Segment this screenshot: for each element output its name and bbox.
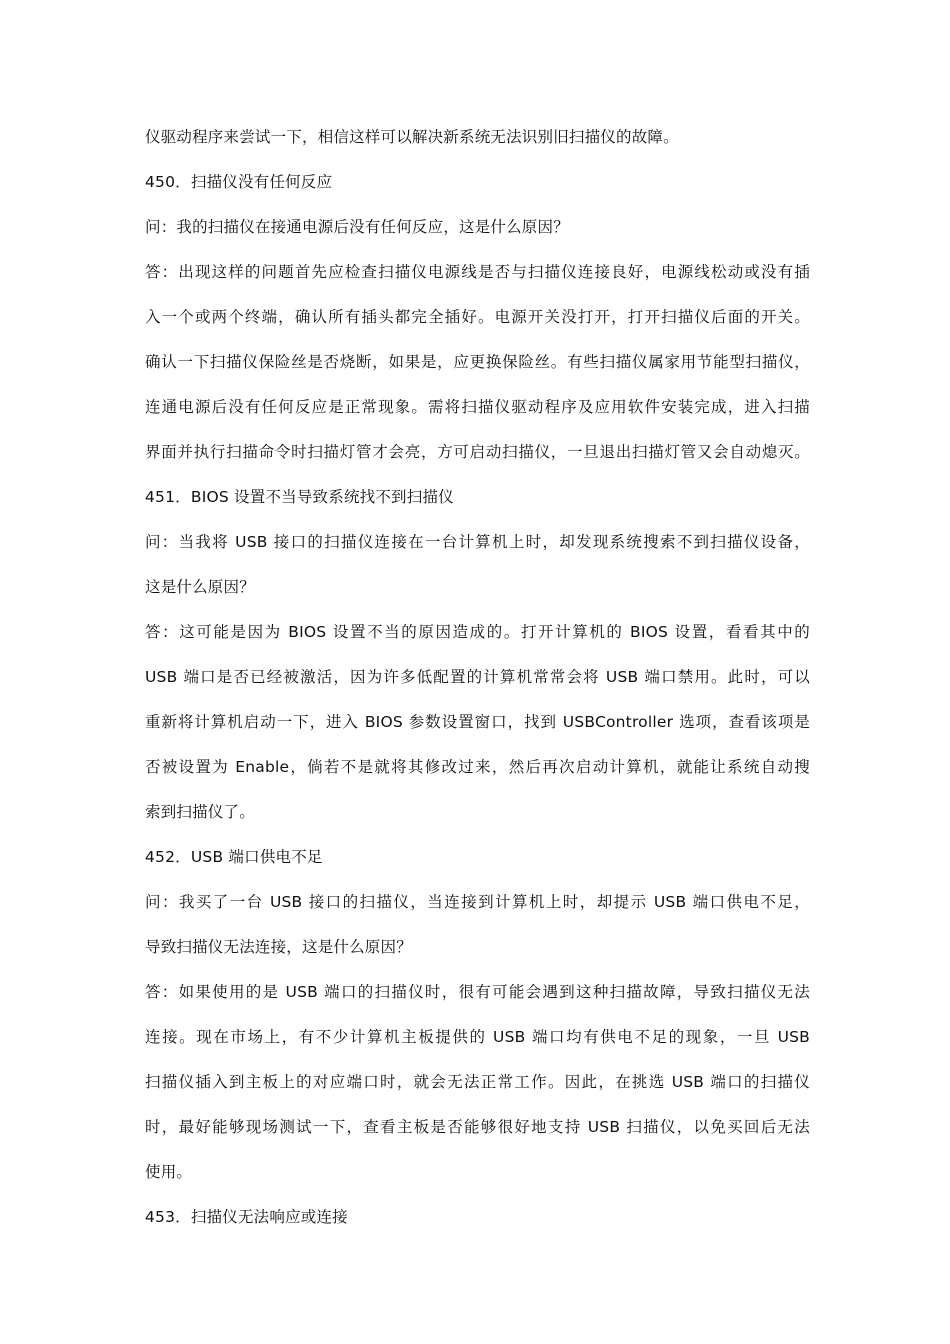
answer-line: 扫描仪插入到主板上的对应端口时，就会无法正常工作。因此，在挑选 USB 端口的扫描仪 xyxy=(145,1073,810,1091)
answer-line: 索到扫描仪了。 xyxy=(145,803,255,821)
question-line: 这是什么原因？ xyxy=(145,578,255,596)
section-heading-450: 450．扫描仪没有任何反应 xyxy=(145,173,333,191)
answer-line: 使用。 xyxy=(145,1163,193,1181)
answer-line: 答：如果使用的是 USB 端口的扫描仪时，很有可能会遇到这种扫描故障，导致扫描仪无法 xyxy=(145,983,810,1001)
question-line: 问：我的扫描仪在接通电源后没有任何反应，这是什么原因？ xyxy=(145,218,569,236)
answer-line: 界面并执行扫描命令时扫描灯管才会亮，方可启动扫描仪，一旦退出扫描灯管又会自动熄灭。 xyxy=(145,443,810,461)
answer-line: 连通电源后没有任何反应是正常现象。需将扫描仪驱动程序及应用软件安装完成，进入扫描 xyxy=(145,398,810,416)
section-heading-453: 453．扫描仪无法响应或连接 xyxy=(145,1208,348,1226)
answer-line: 否被设置为 Enable，倘若不是就将其修改过来，然后再次启动计算机，就能让系统自动搜 xyxy=(145,758,810,776)
answer-line: 答：出现这样的问题首先应检查扫描仪电源线是否与扫描仪连接良好，电源线松动或没有插 xyxy=(145,263,810,281)
section-heading-452: 452．USB 端口供电不足 xyxy=(145,848,323,866)
answer-line: 入一个或两个终端，确认所有插头都完全插好。电源开关没打开，打开扫描仪后面的开关。 xyxy=(145,308,810,326)
paragraph-line: 仪驱动程序来尝试一下，相信这样可以解决新系统无法识别旧扫描仪的故障。 xyxy=(145,128,679,146)
answer-line: 重新将计算机启动一下，进入 BIOS 参数设置窗口，找到 USBController 选项，查看该项是 xyxy=(145,713,810,731)
answer-line: 时，最好能够现场测试一下，查看主板是否能够很好地支持 USB 扫描仪，以免买回后无法 xyxy=(145,1118,810,1136)
answer-line: 答：这可能是因为 BIOS 设置不当的原因造成的。打开计算机的 BIOS 设置，看看其中的 xyxy=(145,623,810,641)
section-heading-451: 451．BIOS 设置不当导致系统找不到扫描仪 xyxy=(145,488,454,506)
question-line: 问：我买了一台 USB 接口的扫描仪，当连接到计算机上时，却提示 USB 端口供电不足， xyxy=(145,893,810,911)
answer-line: 连接。现在市场上，有不少计算机主板提供的 USB 端口均有供电不足的现象，一旦 USB xyxy=(145,1028,810,1046)
question-line: 导致扫描仪无法连接，这是什么原因？ xyxy=(145,938,412,956)
question-line: 问：当我将 USB 接口的扫描仪连接在一台计算机上时，却发现系统搜索不到扫描仪设备， xyxy=(145,533,810,551)
answer-line: 确认一下扫描仪保险丝是否烧断，如果是，应更换保险丝。有些扫描仪属家用节能型扫描仪， xyxy=(145,353,810,371)
answer-line: USB 端口是否已经被激活，因为许多低配置的计算机常常会将 USB 端口禁用。此时，可以 xyxy=(145,668,810,686)
